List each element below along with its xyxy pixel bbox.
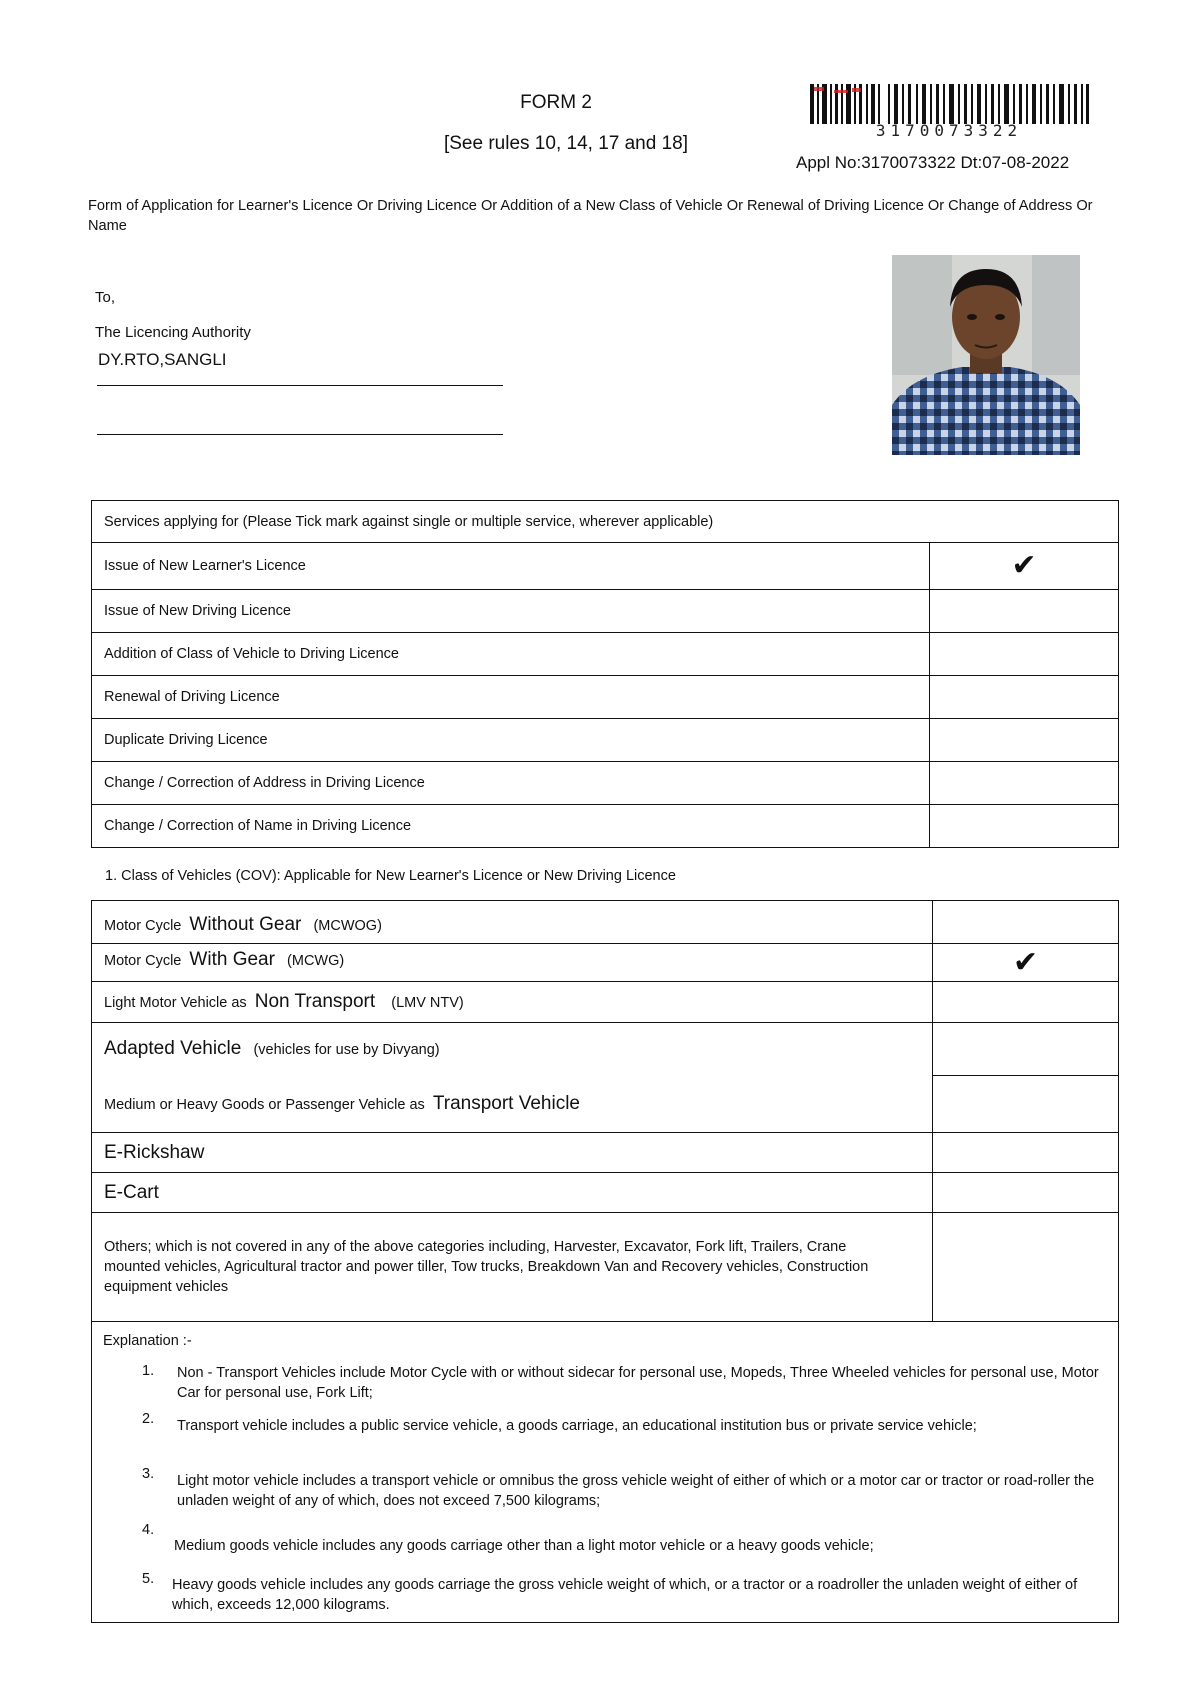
cov-code: (MCWG)	[287, 952, 345, 969]
applicant-photo	[892, 255, 1080, 455]
cov-prefix: Motor Cycle	[104, 952, 182, 969]
service-label: Issue of New Driving Licence	[92, 590, 930, 633]
cov-emphasis: Non Transport	[254, 991, 376, 1012]
table-row	[92, 633, 1119, 676]
cov-emphasis: With Gear	[189, 948, 275, 970]
form-title: FORM 2	[520, 92, 592, 113]
cov-erickshaw-checkbox[interactable]	[933, 1133, 1119, 1173]
service-label: Issue of New Learner's Licence	[92, 543, 930, 590]
cov-transport-label	[92, 1076, 933, 1133]
tick-icon: ✔	[1013, 945, 1039, 979]
table-row	[92, 1133, 1119, 1173]
cov-emphasis: Transport Vehicle	[432, 1092, 580, 1114]
cov-emphasis: E-Cart	[104, 1181, 159, 1203]
service-checkbox[interactable]	[930, 762, 1119, 805]
cov-adapted-checkbox[interactable]	[933, 1023, 1119, 1076]
cov-ecart-checkbox[interactable]	[933, 1173, 1119, 1213]
licencing-authority-label: The Licencing Authority	[95, 324, 251, 341]
table-row	[92, 762, 1119, 805]
table-row	[92, 982, 1119, 1023]
service-label: Duplicate Driving Licence	[92, 719, 930, 762]
table-row	[92, 944, 1119, 982]
explanation-number: 5.	[142, 1571, 155, 1587]
cov-prefix: Light Motor Vehicle as	[104, 995, 247, 1011]
explanation-text: Heavy goods vehicle includes any goods carriage the gross vehicle weight of which, or a tractor or a roadroller the unladen weight of either of which, exceeds 12,000 kilograms.	[172, 1577, 1078, 1613]
licencing-authority-value: DY.RTO,SANGLI	[98, 350, 227, 369]
explanation-number: 4.	[142, 1522, 155, 1538]
cov-transport-checkbox[interactable]	[933, 1076, 1119, 1133]
tick-icon: ✔	[1011, 549, 1037, 582]
to-label: To,	[95, 289, 116, 306]
cov-prefix: Medium or Heavy Goods or Passenger Vehicle as	[104, 1096, 425, 1113]
table-row	[92, 805, 1119, 848]
cov-others-checkbox[interactable]	[933, 1213, 1119, 1322]
barcode-icon	[808, 84, 1090, 124]
services-header: Services applying for (Please Tick mark against single or multiple service, wherever applicable)	[92, 501, 1119, 543]
table-row	[92, 1023, 1119, 1076]
form-rules: [See rules 10, 14, 17 and 18]	[443, 133, 688, 154]
cov-others-label: Others; which is not covered in any of the above categories including, Harvester, Excavator, Fork lift, Trailers, Crane mounted vehicles, Agricultural tractor and power tiller, Tow trucks, Breakdown Van and Recovery vehicles, Construction equipment vehicles	[92, 1213, 933, 1322]
explanation-title: Explanation :-	[103, 1333, 192, 1349]
cov-mcwg-checkbox[interactable]	[933, 944, 1119, 982]
service-label: Change / Correction of Name in Driving Licence	[92, 805, 930, 848]
application-description: Form of Application for Learner's Licence Or Driving Licence Or Addition of a New Class of Vehicle Or Renewal of Driving Licence Or Change of Address Or Name	[88, 198, 1093, 234]
cov-ecart-label	[92, 1173, 933, 1213]
service-checkbox[interactable]	[930, 719, 1119, 762]
cov-mcwog-checkbox[interactable]	[933, 901, 1119, 944]
cov-emphasis: Adapted Vehicle	[104, 1038, 242, 1060]
cov-emphasis: E-Rickshaw	[104, 1141, 205, 1163]
service-label: Addition of Class of Vehicle to Driving Licence	[92, 633, 930, 676]
service-label: Renewal of Driving Licence	[92, 676, 930, 719]
cov-code: (LMV NTV)	[391, 995, 464, 1011]
table-row	[92, 543, 1119, 590]
cov-heading: 1. Class of Vehicles (COV): Applicable for New Learner's Licence or New Driving Licence	[105, 868, 676, 884]
service-checkbox[interactable]	[930, 805, 1119, 848]
explanation-number: 3.	[142, 1466, 155, 1482]
cov-mcwog-label	[92, 901, 933, 944]
explanation-number: 1.	[142, 1363, 155, 1379]
cov-code: (MCWOG)	[313, 918, 382, 934]
cov-prefix: Motor Cycle	[104, 918, 182, 934]
explanation-text: Medium goods vehicle includes any goods carriage other than a light motor vehicle or a heavy goods vehicle;	[174, 1538, 874, 1554]
cov-table	[91, 900, 1119, 1322]
cov-lmv-label	[92, 982, 933, 1023]
table-row	[92, 1173, 1119, 1213]
explanation-text: Non - Transport Vehicles include Motor Cycle with or without sidecar for personal use, Mopeds, Three Wheeled vehicles for personal use, Motor Car for personal use, Fork Lift;	[177, 1365, 1099, 1401]
cov-adapted-label	[92, 1023, 933, 1076]
explanation-number: 2.	[142, 1411, 155, 1427]
barcode-digits: 3170073322	[875, 121, 1023, 140]
service-checkbox[interactable]	[930, 590, 1119, 633]
service-checkbox[interactable]	[930, 543, 1119, 590]
explanation-text: Transport vehicle includes a public service vehicle, a goods carriage, an educational institution bus or private service vehicle;	[177, 1418, 977, 1434]
table-row	[92, 676, 1119, 719]
cov-lmv-checkbox[interactable]	[933, 982, 1119, 1023]
authority-underline-2	[97, 434, 503, 435]
table-row	[92, 901, 1119, 944]
services-table	[91, 500, 1119, 848]
table-row	[92, 590, 1119, 633]
service-label: Change / Correction of Address in Driving Licence	[92, 762, 930, 805]
cov-emphasis: Without Gear	[189, 914, 302, 935]
application-number-date: Appl No:3170073322 Dt:07-08-2022	[796, 153, 1070, 172]
cov-code: (vehicles for use by Divyang)	[253, 1042, 440, 1059]
table-row	[92, 719, 1119, 762]
cov-erickshaw-label	[92, 1133, 933, 1173]
authority-underline	[97, 385, 503, 386]
service-checkbox[interactable]	[930, 676, 1119, 719]
table-row	[92, 1213, 1119, 1322]
service-checkbox[interactable]	[930, 633, 1119, 676]
table-row	[92, 1076, 1119, 1133]
cov-mcwg-label	[92, 944, 933, 982]
explanation-text: Light motor vehicle includes a transport vehicle or omnibus the gross vehicle weight of either of which or a motor car or tractor or road-roller the unladen weight of any of which, does not exceed 7,500 kilograms;	[177, 1473, 1095, 1509]
